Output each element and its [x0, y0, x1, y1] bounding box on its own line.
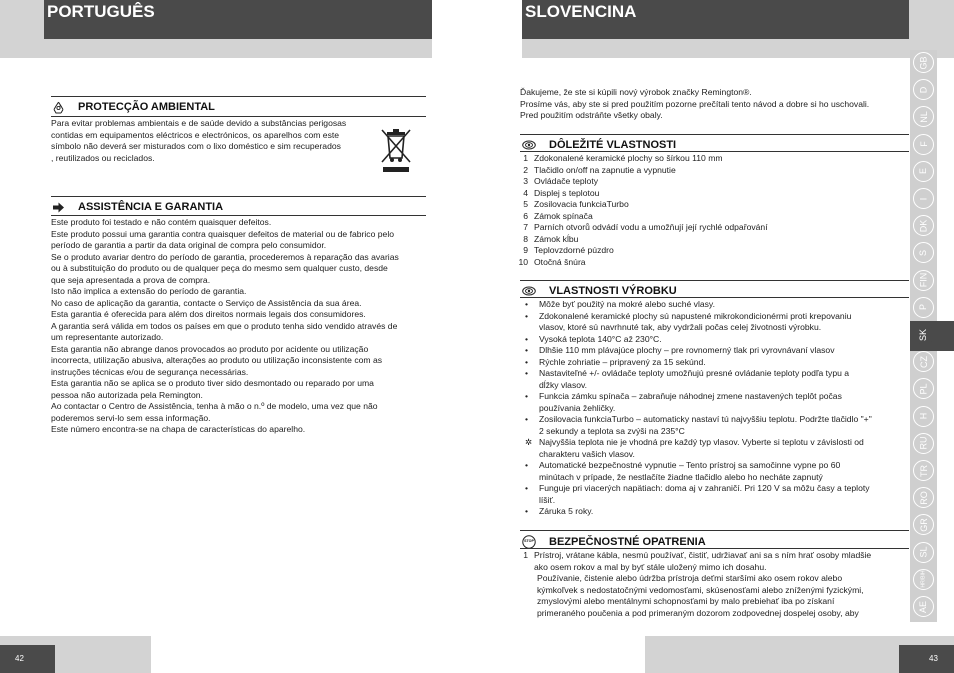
list-item	[521, 334, 872, 346]
safety-paragraph	[537, 573, 864, 619]
language-tab-dk[interactable]	[913, 215, 934, 236]
divider	[51, 116, 426, 117]
left-page-title: PORTUGUÊS	[44, 0, 432, 39]
language-tab-label: GR	[918, 518, 929, 532]
list-item	[521, 483, 872, 506]
list-item	[521, 391, 872, 414]
list-item-text: Funguje pri viacerých napätiach: doma aj v zahraničí. Pri 120 V sa môžu časy a teploty	[539, 483, 870, 493]
language-tab-h[interactable]	[913, 406, 934, 427]
list-item-text: Rýchle zohriatie – pripravený za 15 sekúnd.	[539, 356, 706, 367]
arrow-right-icon	[51, 200, 65, 214]
language-tab-label: RU	[918, 436, 929, 450]
language-tab-f[interactable]	[913, 134, 934, 155]
list-item-number: 1	[523, 153, 528, 163]
language-tab-label: E	[918, 168, 929, 175]
list-item-number: 3	[523, 176, 528, 186]
divider	[520, 297, 909, 298]
section-environment	[51, 100, 426, 116]
language-tab-hr-bih[interactable]	[913, 569, 934, 590]
stop-label: STOP	[524, 539, 534, 543]
text-line: Esta garantia é oferecida para além dos direitos normais legais dos consumidores.	[51, 309, 366, 319]
language-tab-gr[interactable]	[913, 514, 934, 535]
list-item-text: minútach v prípade, že nestlačíte žiadne tlačidlo alebo ho necháte zapnutý	[539, 471, 823, 482]
list-item	[521, 368, 872, 391]
language-tab-label: PL	[918, 383, 929, 395]
text-line: kýmkoľvek s nedostatočnými vedomosťami, skúsenosťami alebo zníženými fyzickými,	[537, 584, 864, 595]
text-line: instruções técnicas e/ou de segurança necessárias.	[51, 366, 249, 377]
text-line: Ďakujeme, že ste si kúpili nový výrobok značky Remington®.	[520, 87, 752, 97]
bullet: •	[525, 414, 529, 424]
list-item-text: Zámok kĺbu	[534, 233, 579, 244]
text-line: Este número encontra-se na chapa de características do aparelho.	[51, 424, 306, 434]
text-line: poderemos servi-lo sem essa informação.	[51, 412, 211, 423]
list-item-text: Zdokonalené keramické plochy sú napustené mikrokondicionérmi proti krepovaniu	[539, 310, 852, 321]
language-tab-label: F	[918, 141, 929, 147]
language-tab-label: I	[918, 197, 929, 200]
list-item	[521, 414, 872, 437]
text-line: Esta garantia não se aplica se o produto tiver sido desmontado ou reparado por uma	[51, 378, 374, 388]
list-item-number: 4	[523, 187, 528, 198]
divider	[520, 280, 909, 281]
language-tab-label: D	[918, 86, 929, 93]
text-line: um representante autorizado.	[51, 332, 164, 342]
bullet: •	[525, 506, 529, 516]
section-warranty	[51, 200, 426, 216]
list-item-text: vlasov, ktoré sú navrhnuté tak, aby vydržali počas celej životnosti výrobku.	[539, 322, 822, 332]
language-tab-label: NL	[918, 111, 929, 123]
list-item-text: Zdokonalené keramické plochy so šírkou 110 mm	[534, 153, 723, 163]
list-item-text: Funkcia zámku spínača – zabraňuje náhodnej zmene nastavených teplôt počas	[539, 391, 842, 401]
list-item-text: Displej s teplotou	[534, 187, 600, 198]
text-line: zmyslovými alebo mentálnymi schopnosťami by malo prebiehať iba po získaní	[537, 596, 835, 606]
bullet: •	[525, 368, 529, 378]
section-title: VLASTNOSTI VÝROBKU	[549, 285, 677, 297]
list-item-text: líšiť.	[539, 494, 556, 505]
list-item	[521, 299, 872, 311]
right-page-number: 43	[899, 645, 954, 673]
text-line: Se o produto avariar dentro do período de garantia, procederemos à reparação das avarias	[51, 251, 399, 262]
list-item-text: dĺžky vlasov.	[539, 379, 588, 390]
list-item-number: 6	[523, 210, 528, 221]
language-tab-label: DK	[918, 219, 929, 232]
list-item	[521, 437, 872, 460]
list-item-text: Najvyššia teplota nie je vhodná pre každý typ vlasov. Vyberte si teplotu v závislosti od	[539, 437, 864, 447]
language-tab-p[interactable]	[913, 297, 934, 318]
list-item-text: Záruka 5 roky.	[539, 506, 594, 516]
language-tab-label: SL	[918, 546, 929, 558]
warranty-text	[51, 217, 399, 436]
divider	[520, 530, 909, 531]
list-item-number: 7	[523, 222, 528, 232]
section-title: BEZPEČNOSTNÉ OPATRENIA	[549, 536, 706, 548]
bullet: •	[525, 460, 529, 470]
language-tab-label: H	[918, 412, 929, 420]
language-tab-sk[interactable]	[913, 324, 934, 345]
language-tab-label: P	[918, 304, 929, 311]
divider	[51, 215, 426, 216]
language-tab-label: HR/BIH	[920, 570, 927, 588]
text-line: Este produto foi testado e não contém quaisquer defeitos.	[51, 217, 272, 227]
list-item-text: Zosilovacia funkciaTurbo	[534, 199, 629, 209]
list-item-text: Zosilovacia funkciaTurbo – automaticky nastaví tú najvyššiu teplotu. Podržte tlačidlo "+"	[539, 414, 872, 424]
sun-icon: ✲	[525, 437, 533, 447]
language-tab-e[interactable]	[913, 161, 934, 182]
list-item-number: 9	[523, 245, 528, 255]
list-item-text: Automatické bezpečnostné vypnutie – Tento prístroj sa samočinne vypne po 60	[539, 460, 841, 470]
bullet: •	[525, 333, 529, 344]
list-item-text: Otočná šnúra	[534, 256, 586, 267]
language-tab-gb[interactable]	[913, 52, 934, 73]
language-tab-cz[interactable]	[913, 351, 934, 372]
language-tab-label: RO	[918, 490, 929, 505]
language-tab-i[interactable]	[913, 188, 934, 209]
divider	[520, 151, 909, 152]
bullet: •	[525, 483, 529, 493]
text-line: Este produto possui uma garantia contra quaisquer defeitos de material ou de fabrico pelo	[51, 228, 395, 239]
text-line: pessoa não autorizada pela Remington.	[51, 389, 203, 400]
language-tab-label: SK	[918, 328, 929, 341]
bullet: •	[525, 310, 529, 321]
text-line: ou à substituição do produto ou de qualquer peça do mesmo sem qualquer custo, desde	[51, 263, 388, 273]
list-item-text: 2 sekundy a teplota sa zvýši na 235°C	[539, 425, 685, 436]
divider	[51, 196, 426, 197]
text-line: No caso de aplicação da garantia, contacte o Serviço de Assistência da sua área.	[51, 297, 362, 308]
text-line: Esta garantia não abrange danos provocados ao produto por acidente ou utilização	[51, 343, 369, 354]
environment-text	[51, 118, 346, 164]
bullet: •	[525, 345, 529, 355]
language-tab-ro[interactable]	[913, 487, 934, 508]
language-tab-d[interactable]	[913, 79, 934, 100]
list-item	[521, 506, 872, 518]
list-item	[521, 460, 872, 483]
list-item-number: 10	[518, 256, 528, 267]
language-tab-fin[interactable]	[913, 270, 934, 291]
stop-icon	[522, 535, 536, 549]
language-tab-ae[interactable]	[913, 596, 934, 617]
text-line: Para evitar problemas ambientais e de saúde devido a substâncias perigosas	[51, 118, 347, 128]
divider	[520, 134, 909, 135]
language-tab-s[interactable]	[913, 242, 934, 263]
text-line: Ao contactar o Centro de Assistência, tenha à mão o n.º de modelo, uma vez que não	[51, 401, 378, 411]
language-tab-label: AE	[918, 600, 929, 613]
section-title: DÔLEŽITÉ VLASTNOSTI	[549, 139, 677, 151]
right-page-title: SLOVENCINA	[522, 0, 909, 39]
list-item-text: Dlhšie 110 mm plávajúce plochy – pre rovnomerný tlak pri vyrovnávaní vlasov	[539, 345, 835, 355]
text-line: Prosíme vás, aby ste si pred použitím pozorne prečítali tento návod a dobre si ho uschovali.	[520, 98, 870, 109]
language-tab-label: CZ	[918, 355, 929, 368]
left-page-number: 42	[0, 645, 55, 673]
text-line: Pred použitím odstráňte všetky obaly.	[520, 110, 663, 120]
bullet: •	[525, 299, 529, 309]
section-title: ASSISTÊNCIA E GARANTIA	[78, 201, 224, 213]
text-line: que seja apresentada a prova de compra.	[51, 274, 211, 285]
list-item-text: charakteru vašich vlasov.	[539, 448, 635, 459]
product-list	[521, 299, 872, 518]
list-item-text: Nastaviteľné +/- ovládače teploty umožňujú presné ovládanie teploty podľa typu a	[539, 368, 850, 378]
language-tab-ru[interactable]	[913, 433, 934, 454]
safety-line: Prístroj, vrátane kábla, nesmú používať, čistiť, udržiavať ani sa s ním hrať osoby mladšie	[534, 550, 872, 560]
text-line: símbolo não deverá ser misturados com o lixo doméstico e sim recuperados	[51, 141, 341, 151]
eye-icon	[522, 284, 536, 298]
divider	[51, 96, 426, 97]
bullet: •	[525, 391, 529, 401]
text-line: período de garantia a partir da data original de compra pelo consumidor.	[51, 240, 327, 250]
text-line: Používanie, čistenie alebo údržba prístroja deťmi staršími ako osem rokov alebo	[537, 573, 843, 583]
safety-item-number: 1	[523, 550, 528, 560]
language-tab-sl[interactable]	[913, 542, 934, 563]
text-line: primeraného poučenia a pod primeraným dozorom zodpovednej dospelej osoby, aby	[537, 607, 859, 618]
text-line: incorrecta, utilização abusiva, alterações ao produto ou utilização inconsistente com as	[51, 355, 383, 365]
list-item-text: Tlačidlo on/off na zapnutie a vypnutie	[534, 164, 676, 175]
list-item	[521, 357, 872, 369]
language-tab-label: TR	[918, 464, 929, 477]
list-item-number: 2	[523, 164, 528, 175]
weee-bin-icon	[378, 124, 414, 174]
list-item-text: Vysoká teplota 140°C až 230°C.	[539, 333, 662, 344]
list-item-text: Môže byť použitý na mokré alebo suché vlasy.	[539, 299, 715, 309]
list-item-text: Parních otvorů odvádí vodu a umožňují její rychlé odpařování	[534, 222, 768, 232]
recycle-icon	[51, 100, 65, 114]
language-tab-label: FIN	[918, 272, 929, 288]
text-line: Isto não implica a extensão do período de garantia.	[51, 286, 247, 296]
list-item-text: Teplovzdorné púzdro	[534, 245, 614, 255]
language-tab-list	[910, 50, 937, 622]
bullet: •	[525, 356, 529, 367]
intro-text	[520, 87, 869, 122]
language-tab-label: GB	[918, 55, 929, 70]
language-tab-pl[interactable]	[913, 378, 934, 399]
list-item-text: používania žehličky.	[539, 402, 616, 413]
list-item	[521, 311, 872, 334]
list-item-number: 8	[523, 233, 528, 244]
section-title: PROTECÇÃO AMBIENTAL	[78, 101, 215, 113]
eye-icon	[522, 138, 536, 152]
language-tab-nl[interactable]	[913, 106, 934, 127]
text-line: A garantia será válida em todos os países em que o produto tenha sido vendido através de	[51, 320, 398, 331]
list-item-text: Ovládače teploty	[534, 176, 599, 186]
list-item-text: Zámok spínača	[534, 210, 593, 221]
divider	[520, 548, 909, 549]
safety-line: ako osem rokov a mal by byť stále uložený mimo ich dosahu.	[534, 561, 767, 572]
language-tab-label: S	[918, 249, 929, 256]
text-line: contidas em equipamentos eléctricos e electrónicos, os aparelhos com este	[51, 129, 340, 140]
list-item	[521, 345, 872, 357]
text-line: , reutilizados ou reciclados.	[51, 152, 155, 163]
language-tab-tr[interactable]	[913, 460, 934, 481]
list-item-number: 5	[523, 199, 528, 209]
